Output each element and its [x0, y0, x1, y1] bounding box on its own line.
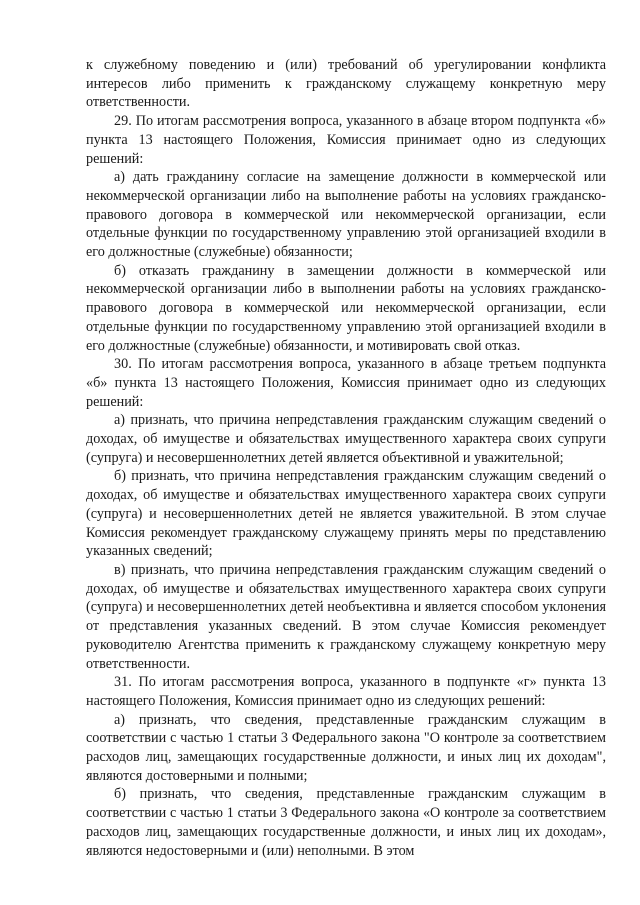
paragraph-31: 31. По итогам рассмотрения вопроса, указанного в подпункте «г» пункта 13 настоящего Положения, Комиссия принимает одно из следующих решений: — [86, 674, 606, 709]
paragraph-30: 30. По итогам рассмотрения вопроса, указанного в абзаце третьем подпункта «б» пункта 13 настоящего Положения, Комиссия принимает одно из следующих решений: — [86, 356, 606, 410]
paragraph-continuation: к служебному поведению и (или) требований об урегулировании конфликта интересов либо применить к гражданскому служащему конкретную меру ответственности. — [86, 57, 606, 111]
paragraph-29: 29. По итогам рассмотрения вопроса, указанного в абзаце втором подпункта «б» пункта 13 настоящего Положения, Комиссия принимает одно из следующих решений: — [86, 113, 606, 167]
paragraph-31-a: а) признать, что сведения, представленные гражданским служащим в соответствии с частью 1 статьи 3 Федерального закона "О контроле за соответствием расходов лиц, замещающих государственные должности, и иных лиц их доходам", являются достоверными и полными; — [86, 711, 606, 784]
paragraph-30-v: в) признать, что причина непредставления гражданским служащим сведений о доходах, об имуществе и обязательствах имущественного характера своих супруги (супруга) и несовершеннолетних детей необъективна и является способом уклонения от представления указанных сведений. В этом случае Комиссия рекомендует руководителю Агентства применить к гражданскому служащему конкретную меру ответственности. — [86, 561, 606, 672]
paragraph-29-b: б) отказать гражданину в замещении должности в коммерческой или некоммерческой организации либо в выполнении работы на условиях гражданско-правового договора в коммерческой или некоммерческой организации, если отдельные функции по государственному управлению этой организацией входили в его должностные (служебные) обязанности, и мотивировать свой отказ. — [86, 262, 606, 354]
paragraph-29-a: а) дать гражданину согласие на замещение должности в коммерческой или некоммерческой организации либо на выполнение работы на условиях гражданско-правового договора в коммерческой или некоммерческой организации, если отдельные функции по государственному управлению этой организацией входили в его должностные (служебные) обязанности; — [86, 169, 606, 261]
paragraph-31-b: б) признать, что сведения, представленные гражданским служащим в соответствии с частью 1 статьи 3 Федерального закона «О контроле за соответствием расходов лиц, замещающих государственные должности, и иных лиц их доходам», являются недостоверными и (или) неполными. В этом — [86, 786, 606, 859]
paragraph-30-a: а) признать, что причина непредставления гражданским служащим сведений о доходах, об имуществе и обязательствах имущественного характера своих супруги (супруга) и несовершеннолетних детей является объективной и уважительной; — [86, 412, 606, 466]
document-body — [86, 56, 606, 860]
paragraph-30-b: б) признать, что причина непредставления гражданским служащим сведений о доходах, об имуществе и обязательствах имущественного характера своих супруги (супруга) и несовершеннолетних детей не является уважительной. В этом случае Комиссия рекомендует гражданскому служащему принять меры по представлению указанных сведений; — [86, 468, 606, 560]
